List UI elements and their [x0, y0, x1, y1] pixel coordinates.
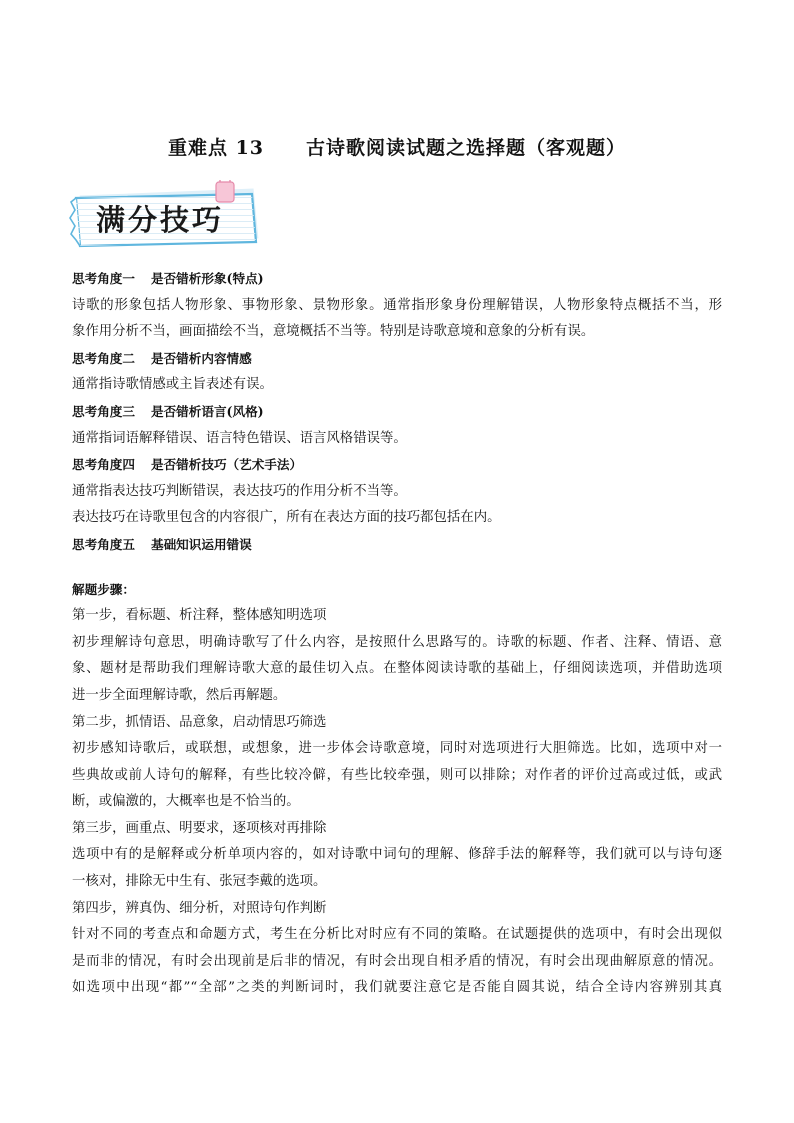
angle-heading-4: 思考角度四 是否错析技巧（艺术手法） — [72, 457, 303, 473]
angle-heading-3: 思考角度三 是否错析语言(风格) — [72, 403, 264, 419]
title-part1: 重难点 13 — [167, 137, 265, 159]
paragraph-line: 是而非的情况，有时会出现前是后非的情况，有时会出现自相矛盾的情况，有时会出现曲解原意的情况。 — [72, 953, 722, 969]
document-body — [72, 266, 722, 1002]
paragraph-line: 通常指词语解释错误、语言特色错误、语言风格错误等。 — [72, 430, 407, 446]
step-title-1: 第一步，看标题、析注释，整体感知明选项 — [72, 608, 327, 624]
step-title-3: 第三步，画重点、明要求，逐项核对再排除 — [72, 820, 327, 836]
badge-text: 满分技巧 — [96, 203, 225, 237]
paper-clip-icon — [216, 182, 234, 202]
paragraph-line: 象作用分析不当，画面描绘不当，意境概括不当等。特别是诗歌意境和意象的分析有误。 — [72, 324, 595, 340]
full-marks-tips-badge — [68, 180, 264, 250]
paragraph-line: 通常指表达技巧判断错误，表达技巧的作用分析不当等。 — [72, 483, 407, 499]
paragraph-line: 进一步全面理解诗歌，然后再解题。 — [72, 687, 287, 703]
paragraph-line: 象、题材是帮助我们理解诗歌大意的最佳切入点。在整体阅读诗歌的基础上，仔细阅读选项，并借助选项 — [72, 661, 722, 677]
paragraph-line: 初步感知诗歌后，或联想，或想象，进一步体会诗歌意境，同时对选项进行大胆筛选。比如，选项中对一 — [72, 741, 722, 757]
steps-heading: 解题步骤： — [72, 581, 135, 597]
paragraph-line: 一核对，排除无中生有、张冠李戴的选项。 — [72, 874, 327, 890]
paragraph-line: 表达技巧在诗歌里包含的内容很广，所有在表达方面的技巧都包括在内。 — [72, 510, 501, 526]
paragraph-line: 如选项中出现“都”“全部”之类的判断词时，我们就要注意它是否能自圆其说，结合全诗内容辨别其真 — [72, 980, 722, 996]
paragraph-line: 选项中有的是解释或分析单项内容的，如对诗歌中词句的理解、修辞手法的解释等，我们就可以与诗句逐 — [72, 847, 722, 863]
paragraph-line: 些典故或前人诗句的解释，有些比较冷僻，有些比较牵强，则可以排除；对作者的评价过高或过低，或武 — [72, 767, 722, 783]
title-part2: 古诗歌阅读试题之选择题（客观题） — [306, 137, 627, 159]
step-title-2: 第二步，抓情语、品意象，启动情思巧筛选 — [72, 714, 327, 730]
step-title-4: 第四步，辨真伪、细分析，对照诗句作判断 — [72, 900, 327, 916]
paragraph-line: 诗歌的形象包括人物形象、事物形象、景物形象。通常指形象身份理解错误，人物形象特点概括不当，形 — [72, 297, 722, 313]
paragraph-line: 通常指诗歌情感或主旨表述有误。 — [72, 377, 273, 393]
angle-heading-1: 思考角度一 是否错析形象(特点) — [72, 271, 264, 286]
angle-heading-5: 思考角度五 基础知识运用错误 — [72, 536, 252, 552]
paragraph-line: 针对不同的考查点和命题方式，考生在分析比对时应有不同的策略。在试题提供的选项中，有时会出现似 — [72, 927, 722, 943]
page-title — [0, 133, 794, 160]
paragraph-line: 断，或偏激的，大概率也是不恰当的。 — [72, 794, 300, 810]
paragraph-line: 初步理解诗句意思，明确诗歌写了什么内容，是按照什么思路写的。诗歌的标题、作者、注释、情语、意 — [72, 634, 722, 650]
angle-heading-2: 思考角度二 是否错析内容情感 — [72, 350, 252, 366]
